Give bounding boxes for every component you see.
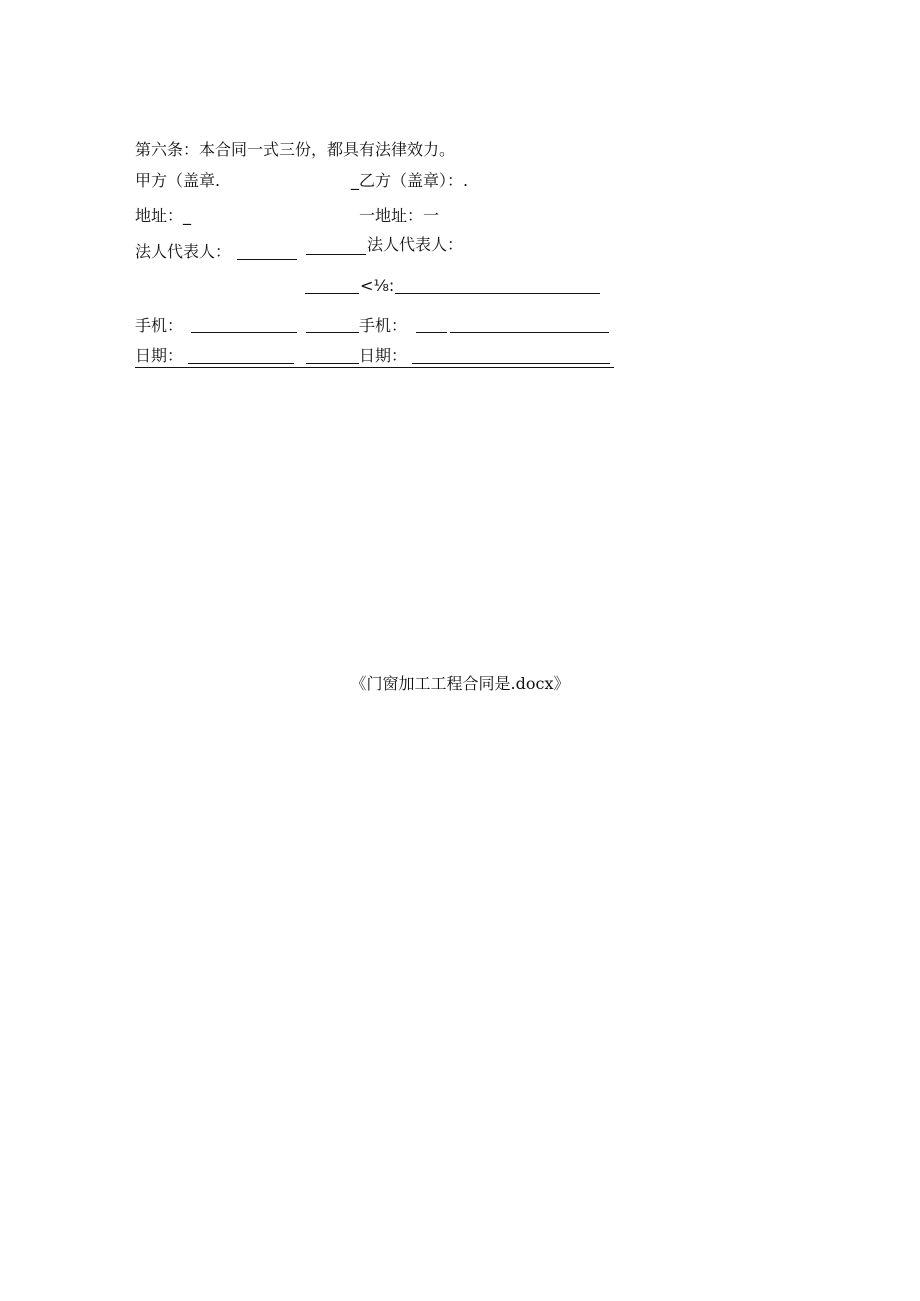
party-b-phone-line-b: [450, 332, 609, 333]
bottom-rule: [135, 367, 614, 368]
party-b-phone-label: 手机：: [359, 316, 408, 335]
filename-extension: .docx: [510, 674, 554, 693]
party-a-phone-line: [191, 332, 297, 333]
party-a-seal-label: 甲方（盖章.: [135, 171, 221, 190]
party-b-seal-label: _乙方（盖章）：.: [351, 171, 469, 190]
clause-six: 第六条：本合同一式三份，都具有法律效力。: [135, 140, 456, 159]
party-a-date-line: [188, 363, 294, 364]
party-b-agent-label: <⅛:: [360, 276, 395, 295]
party-b-phone-line-lead: [306, 332, 359, 333]
party-a-phone-label: 手机：: [135, 316, 184, 335]
party-a-rep-line: [237, 259, 297, 260]
document-filename: [0, 674, 920, 694]
party-a-date-label: 日期：: [135, 346, 184, 365]
party-b-date-label: 日期：: [359, 346, 408, 365]
party-b-address-label: 一地址：一: [359, 206, 440, 225]
party-b-agent-line-lead: [305, 293, 359, 294]
party-a-rep-label: 法人代表人：: [135, 242, 232, 261]
party-b-agent-line: [395, 293, 600, 294]
party-a-address-label: 地址：_: [135, 206, 192, 225]
filename-open: 《门窗加工工程合同是: [350, 674, 511, 693]
party-b-rep-label: 法人代表人：: [367, 235, 464, 254]
party-b-rep-line-lead: [306, 254, 366, 255]
party-b-date-line: [412, 363, 610, 364]
filename-close: 》: [553, 674, 570, 693]
party-b-date-line-lead: [306, 363, 359, 364]
party-b-phone-line-a: [416, 332, 447, 333]
